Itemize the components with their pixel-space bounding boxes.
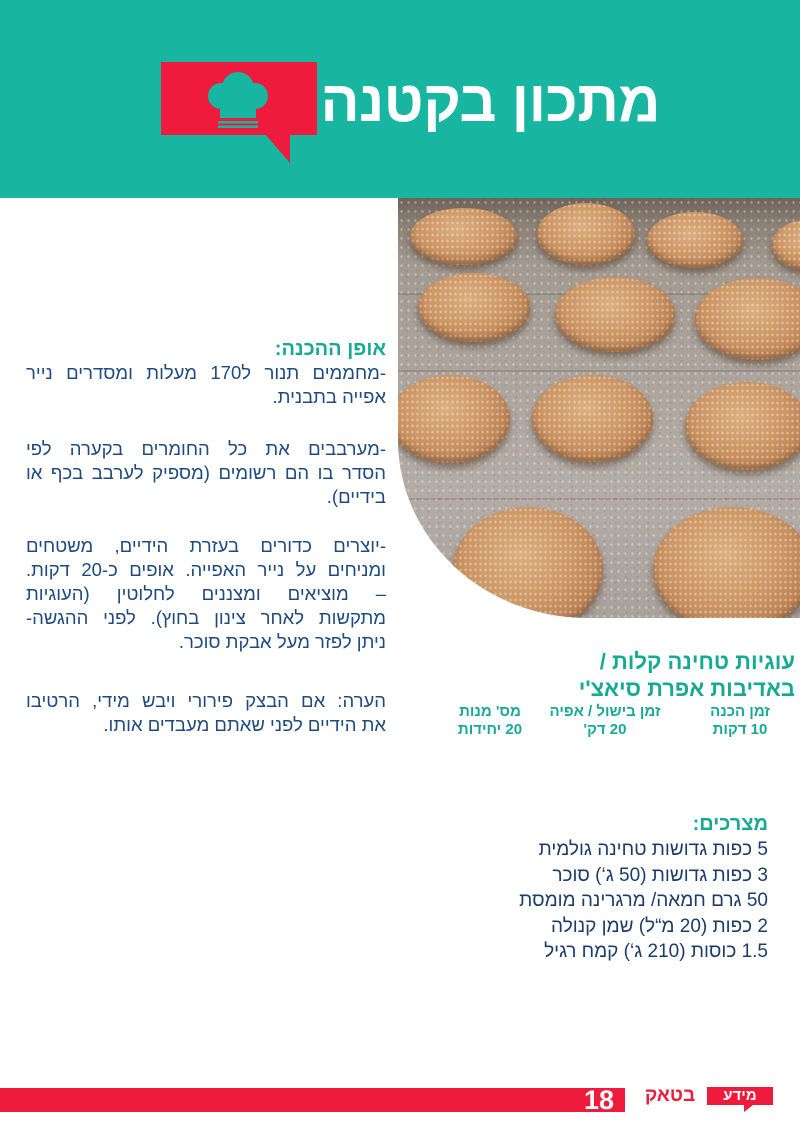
page-title: מתכון בקטנה: [320, 69, 660, 134]
cookie: [647, 212, 743, 268]
cookie: [772, 220, 800, 270]
prep-time-label: זמן הכנה: [710, 703, 770, 720]
paper-fold: [398, 370, 800, 372]
method-line: מתקשות לאחר צינון בחוץ). לפני ההגשה-: [26, 607, 386, 628]
cookie: [695, 278, 800, 360]
cookie: [685, 382, 800, 470]
ingredient-item: 1.5 כוסות (210 ג‘) קמח רגיל: [544, 941, 768, 962]
method-step: [26, 534, 386, 654]
servings-label: מס' מנות: [459, 703, 521, 720]
cook-time-value: 20 דק': [583, 721, 627, 738]
ingredient-item: 3 כפות גדושות (50 ג‘) סוכר: [552, 864, 768, 886]
recipe-photo: [398, 198, 800, 618]
recipe-credit-line: באדיבות אפרת סיאצ'י: [578, 676, 795, 701]
paper-fold: [398, 498, 800, 500]
cookie: [453, 507, 603, 618]
ingredient-item: 5 כפות גדושות טחינה גולמית: [538, 839, 768, 860]
page-number: 18: [583, 1085, 615, 1115]
cook-time: [545, 703, 665, 739]
prep-time: [695, 703, 785, 739]
footer-bar: [0, 1085, 625, 1115]
method-step: [26, 361, 386, 409]
method-note: [26, 689, 386, 737]
method-line: הסדר בו הם רשומים (מספיק לערבב בכף או: [26, 462, 386, 483]
method-step: [26, 437, 386, 509]
cookie: [555, 277, 675, 352]
cook-time-label: זמן בישול / אפיה: [549, 703, 661, 720]
method-line: – מוציאים ומצננים לחלוטין (העוגיות: [26, 583, 386, 604]
method-line: -יוצרים כדורים בעזרת הידיים, משטחים: [26, 535, 386, 556]
speech-bubble-badge: [161, 62, 317, 166]
publication-logo-badge: מידע: [707, 1087, 773, 1105]
cookie: [537, 203, 635, 265]
method-section: [26, 337, 386, 737]
ingredients-heading: מצרכים:: [692, 813, 768, 835]
method-line: -מערבבים את כל החומרים בקערה לפי: [26, 438, 386, 459]
cookie: [418, 273, 530, 342]
ingredients-section: [519, 812, 768, 965]
recipe-title-line: עוגיות טחינה קלות /: [599, 649, 795, 674]
method-line: ניתן לפזר מעל אבקת סוכר.: [178, 631, 386, 652]
method-line: אפייה בתבנית.: [272, 386, 386, 407]
method-line: -מחממים תנור ל170 מעלות ומסדרים נייר: [26, 362, 387, 383]
prep-time-value: 10 דקות: [712, 721, 768, 738]
recipe-title: [579, 648, 795, 702]
method-line: הערה: אם הבצק פירורי ויבש מידי, הרטיבו: [26, 690, 386, 711]
method-line: בידיים).: [326, 486, 386, 507]
publication-logo-text: בטאק: [644, 1085, 696, 1106]
servings: [440, 703, 540, 739]
cookie: [398, 375, 510, 463]
servings-value: 20 יחידות: [457, 721, 523, 738]
method-line: ומניחים על נייר האפייה. אופים כ-20 דקות.: [26, 559, 386, 580]
method-line: את הידיים לפני שאתם מעבדים אותו.: [103, 714, 386, 735]
cookie: [410, 208, 517, 265]
ingredient-item: 2 כפות (20 מ“ל) שמן קנולה: [551, 915, 768, 937]
method-heading: אופן ההכנה:: [274, 338, 386, 360]
logo-bubble-tail: [744, 1105, 753, 1112]
ingredient-item: 50 גרם חמאה/ מרגרינה מומסת: [519, 890, 768, 911]
cookie: [532, 375, 653, 462]
cookie: [653, 507, 800, 618]
